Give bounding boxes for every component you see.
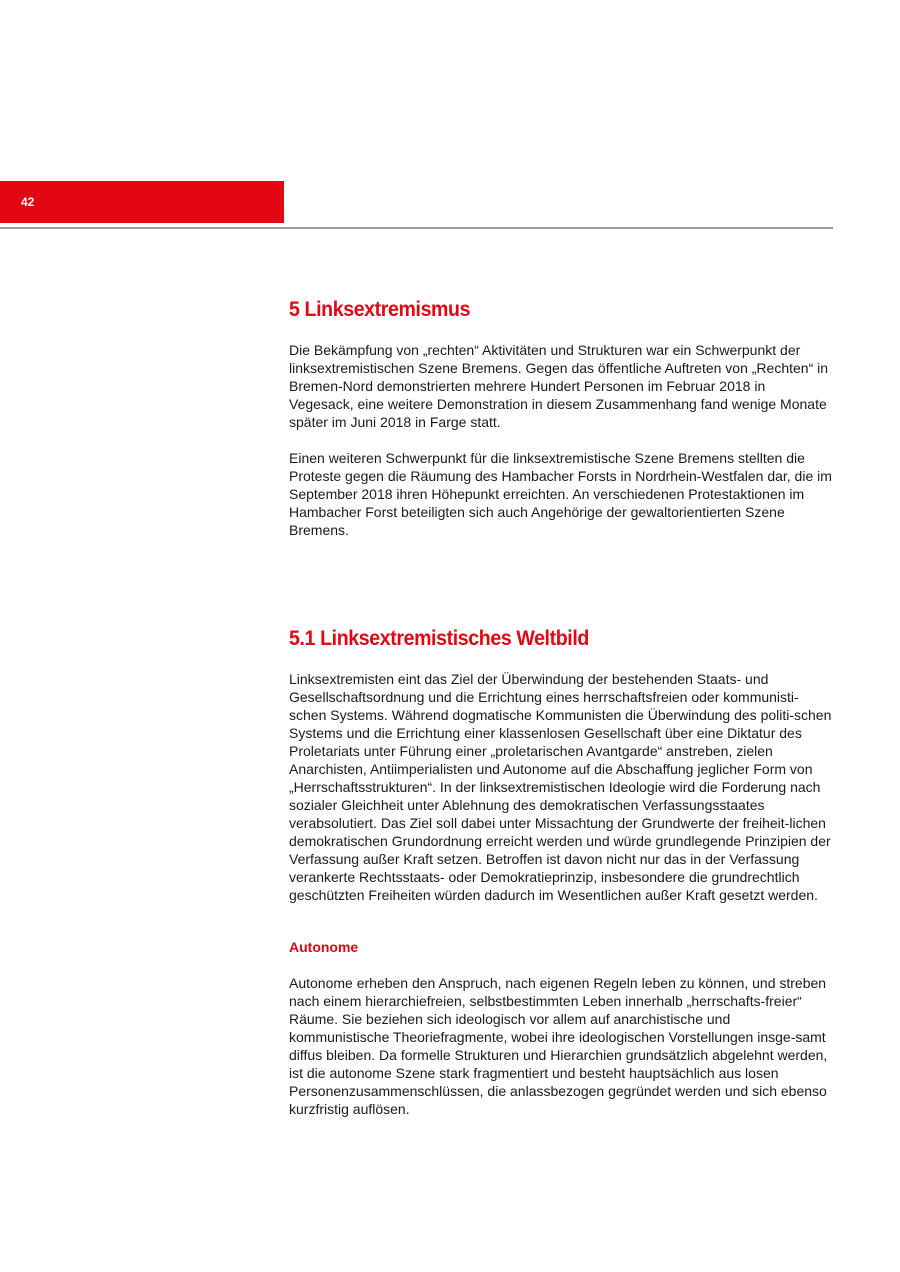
header-divider — [0, 227, 833, 229]
autonome-heading: Autonome — [289, 939, 359, 955]
section-title: 5 Linksextremismus — [289, 298, 471, 321]
section-paragraph-1: Die Bekämpfung von „rechten“ Aktivitäten und Strukturen war ein Schwerpunkt der linksextremistischen Szene Bremens. Gegen das öffentliche Auftreten von „Rechten“ in Bremen-Nord demonstrierten mehrere Hundert Personen im Februar 2018 in Vegesack, eine weitere Demonstration in diesem Zusammenhang fand wenige Monate später im Juni 2018 in Farge statt. — [289, 342, 829, 430]
autonome-paragraph: Autonome erheben den Anspruch, nach eigenen Regeln leben zu können, und streben nach einem hierarchiefreien, selbstbestimmten Leben innerhalb „herrschafts-freier“ Räume. Sie beziehen sich ideologisch vor allem auf anarchistische und kommunistische Theoriefragmente, wobei ihre ideologischen Vorstellungen insge-samt diffus bleiben. Da formelle Strukturen und Hierarchien grundsätzlich abgelehnt werden, ist die autonome Szene stark fragmentiert und besteht hauptsächlich aus losen Personenzusammenschlüssen, die anlassbezogen gegründet werden und sich ebenso kurzfristig auflösen. — [289, 975, 828, 1117]
page-number-tab — [0, 181, 284, 223]
subsection-paragraph: Linksextremisten eint das Ziel der Überwindung der bestehenden Staats- und Gesellschaftsordnung und die Errichtung eines herrschaftsfreien oder kommunisti-schen Systems. Während dogmatische Kommunisten die Überwindung des politi-schen Systems und die Errichtung einer klassenlosen Gesellschaft über eine Diktatur des Proletariats unter Führung einer „proletarischen Avantgarde“ anstreben, zielen Anarchisten, Antiimperialisten und Autonome auf die Abschaffung jeglicher Form von „Herrschaftsstrukturen“. In der linksextremistischen Ideologie wird die Forderung nach sozialer Gleichheit unter Ablehnung des demokratischen Verfassungsstaates verabsolutiert. Das Ziel soll dabei unter Missachtung der Grundwerte der freiheit-lichen demokratischen Grundordnung erreicht werden und würde grundlegende Prinzipien der Verfassung außer Kraft setzen. Betroffen ist davon nicht nur das in der Verfassung verankerte Rechtsstaats- oder Demokratieprinzip, insbesondere die grundrechtlich geschützten Freiheiten würden dadurch im Wesentlichen außer Kraft gesetzt werden. — [289, 671, 832, 903]
main-content — [289, 297, 833, 1118]
subsection-title: 5.1 Linksextremistisches Weltbild — [289, 627, 589, 650]
section-paragraph-2: Einen weiteren Schwerpunkt für die linksextremistische Szene Bremens stellten die Proteste gegen die Räumung des Hambacher Forsts in Nordrhein-Westfalen dar, die im September 2018 ihren Höhepunkt erreichten. An verschiedenen Protestaktionen im Hambacher Forst beteiligten sich auch Angehörige der gewaltorientierten Szene Bremens. — [289, 450, 832, 538]
page-number: 42 — [21, 195, 35, 209]
